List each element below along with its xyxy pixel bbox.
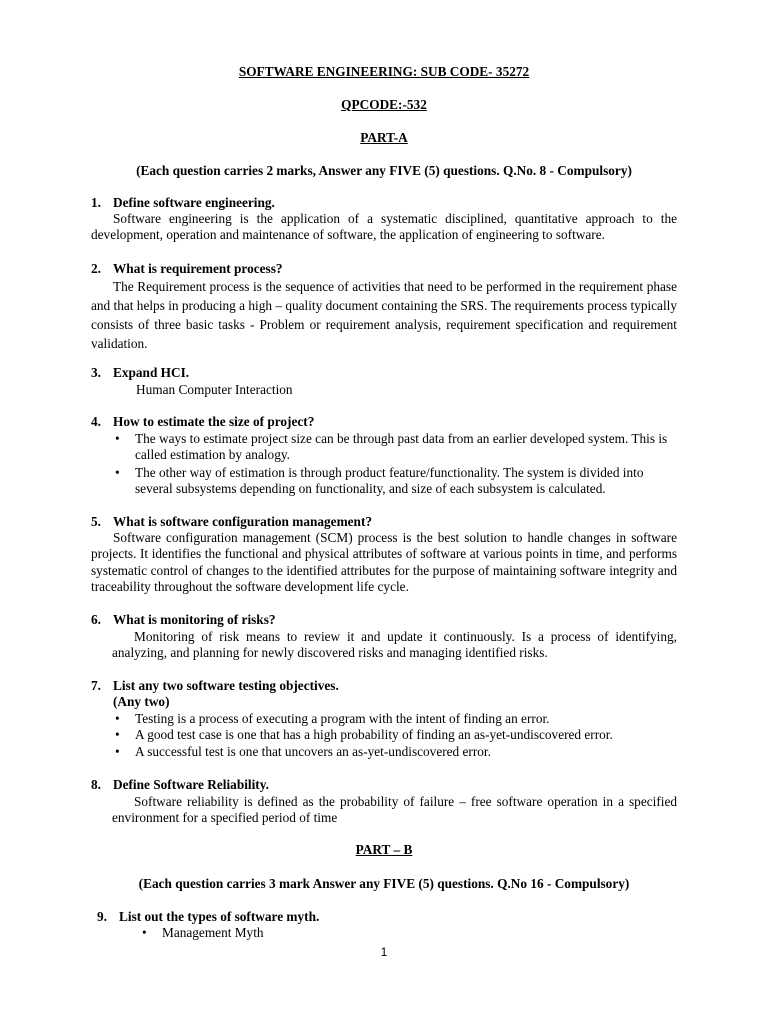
answer-7-bullet: [115, 744, 677, 760]
answer-5: Software configuration management (SCM) process is the best solution to handle changes in software projects. It identifies the functional and physical attributes of software at various points in time, and performs systematic control of changes to the identified attributes for the purpose of maintaining software integrity and traceability throughout the software development life cycle.: [91, 530, 677, 595]
question-text: How to estimate the size of project?: [113, 414, 315, 429]
question-2: [91, 261, 283, 277]
question-number: 9.: [97, 909, 107, 924]
answer-9-bullet: [142, 925, 704, 941]
document-title: SOFTWARE ENGINEERING: SUB CODE- 35272: [238, 64, 530, 79]
question-number: 7.: [91, 678, 101, 693]
question-number: 1.: [91, 195, 101, 210]
answer-4-bullet: [115, 465, 677, 498]
question-text: What is software configuration management?: [113, 514, 373, 529]
question-7-note: (Any two): [113, 694, 170, 709]
question-4: [91, 414, 314, 430]
bullet-icon: •: [115, 465, 120, 480]
question-number: 3.: [91, 365, 101, 380]
bullet-text: The other way of estimation is through product feature/functionality. The system is divided into several subsystems depending on functionality, and size of each subsystem is calculated.: [135, 465, 644, 497]
answer-3: Human Computer Interaction: [136, 382, 293, 397]
bullet-icon: •: [115, 727, 120, 742]
question-text: What is monitoring of risks?: [113, 612, 276, 627]
part-b-instructions: (Each question carries 3 mark Answer any FIVE (5) questions. Q.No 16 - Compulsory): [138, 876, 630, 891]
qpcode: QPCODE:-532: [341, 97, 427, 112]
bullet-text: A successful test is one that uncovers an as-yet-undiscovered error.: [135, 744, 491, 759]
bullet-text: Management Myth: [162, 925, 264, 940]
question-text: Expand HCI.: [113, 365, 190, 380]
bullet-icon: •: [115, 744, 120, 759]
page-number: 1: [380, 945, 388, 959]
question-9: [97, 909, 319, 925]
question-number: 2.: [91, 261, 101, 276]
part-b-heading: PART – B: [355, 842, 413, 857]
bullet-text: The ways to estimate project size can be through past data from an earlier developed system. This is called estimation by analogy.: [135, 431, 668, 463]
question-text: Define Software Reliability.: [113, 777, 269, 792]
answer-4-bullet: [115, 431, 677, 464]
question-text: List out the types of software myth.: [119, 909, 320, 924]
question-text: What is requirement process?: [113, 261, 283, 276]
part-a-heading: PART-A: [360, 130, 408, 145]
question-7: [91, 678, 339, 694]
answer-7-bullet: [115, 727, 677, 743]
answer-7-bullet: [115, 711, 677, 727]
question-number: 4.: [91, 414, 101, 429]
question-text: Define software engineering.: [113, 195, 275, 210]
bullet-icon: •: [115, 431, 120, 446]
bullet-icon: •: [115, 711, 120, 726]
question-3: [91, 365, 189, 381]
question-1: [91, 195, 275, 211]
answer-2: The Requirement process is the sequence of activities that need to be performed in the requirement phase and that helps in producing a high – quality document containing the SRS. The requirements process typically consists of three basic tasks - Problem or requirement analysis, requirement specification and requirement validation.: [91, 279, 677, 351]
part-a-instructions: (Each question carries 2 marks, Answer any FIVE (5) questions. Q.No. 8 - Compulsory): [136, 163, 632, 178]
question-number: 8.: [91, 777, 101, 792]
question-number: 5.: [91, 514, 101, 529]
question-5: [91, 514, 372, 530]
bullet-text: A good test case is one that has a high probability of finding an as-yet-undiscovered error.: [135, 727, 613, 742]
bullet-text: Testing is a process of executing a program with the intent of finding an error.: [135, 711, 550, 726]
answer-8: Software reliability is defined as the probability of failure – free software operation in a specified environment for a specified period of time: [112, 794, 677, 826]
question-8: [91, 777, 269, 793]
question-number: 6.: [91, 612, 101, 627]
bullet-icon: •: [142, 925, 147, 940]
answer-1: Software engineering is the application of a systematic disciplined, quantitative approach to the development, operation and maintenance of software, the application of engineering to software.: [91, 211, 677, 243]
answer-6: Monitoring of risk means to review it and update it continuously. Is a process of identifying, analyzing, and planning for newly discovered risks and managing identified risks.: [112, 629, 677, 661]
question-6: [91, 612, 276, 628]
question-text: List any two software testing objectives.: [113, 678, 339, 693]
